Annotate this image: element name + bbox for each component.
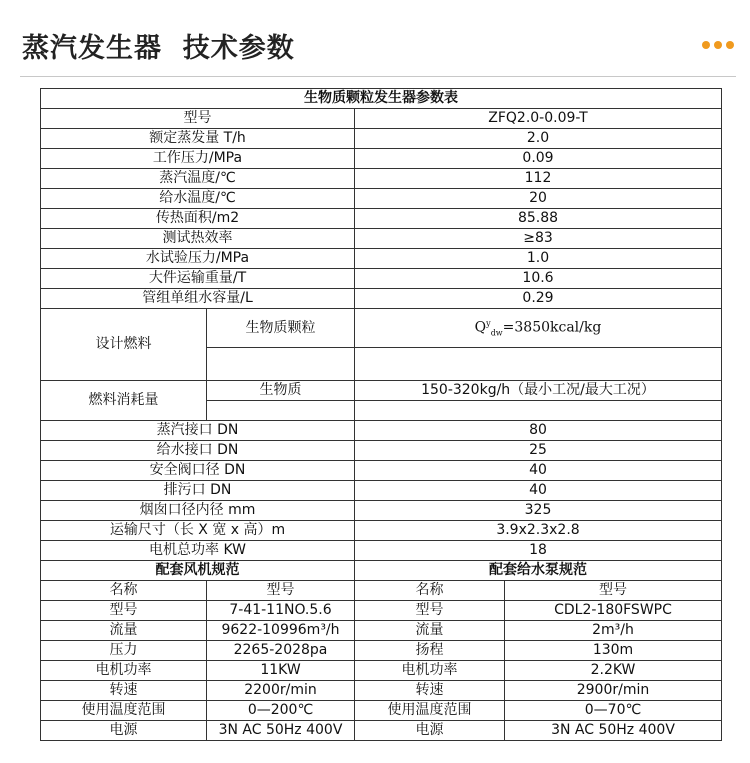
consumption-row [41, 381, 722, 401]
param-label: 安全阀口径 DN [41, 461, 355, 481]
col-model: 型号 [207, 581, 355, 601]
more-dots-icon [702, 41, 734, 49]
param-label: 电机总功率 KW [41, 541, 355, 561]
pump-spec-label: 使用温度范围 [355, 701, 505, 721]
pump-spec-value: 130m [505, 641, 722, 661]
fan-spec-label: 电机功率 [41, 661, 207, 681]
empty-cell [355, 401, 722, 421]
param-value: 85.88 [355, 209, 722, 229]
param-value: 20 [355, 189, 722, 209]
param-value: 1.0 [355, 249, 722, 269]
table-row [41, 109, 722, 129]
spec-row [41, 661, 722, 681]
param-value: 18 [355, 541, 722, 561]
param-label: 蒸汽温度/℃ [41, 169, 355, 189]
table-row [41, 269, 722, 289]
pump-spec-label: 扬程 [355, 641, 505, 661]
table-row [41, 129, 722, 149]
fuel-label: 设计燃料 [41, 309, 207, 381]
table-row [41, 521, 722, 541]
spec-row [41, 621, 722, 641]
fan-spec-value: 7-41-11NO.5.6 [207, 601, 355, 621]
param-label: 额定蒸发量 T/h [41, 129, 355, 149]
table-row [41, 169, 722, 189]
formula-sup: y [486, 318, 491, 328]
consumption-type: 生物质 [207, 381, 355, 401]
table-row [41, 461, 722, 481]
fan-spec-label: 使用温度范围 [41, 701, 207, 721]
table-row [41, 421, 722, 441]
spec-row [41, 601, 722, 621]
table-row [41, 441, 722, 461]
fuel-formula [355, 309, 722, 348]
fan-spec-title: 配套风机规范 [41, 561, 355, 581]
consumption-value: 150-320kg/h（最小工况/最大工况） [355, 381, 722, 401]
pump-spec-value: 2m³/h [505, 621, 722, 641]
table-row [41, 541, 722, 561]
pump-spec-value: 3N AC 50Hz 400V [505, 721, 722, 741]
pump-spec-label: 流量 [355, 621, 505, 641]
fan-spec-value: 2265-2028pa [207, 641, 355, 661]
param-label: 运输尺寸（长 X 宽 x 高）m [41, 521, 355, 541]
pump-spec-value: 0—70℃ [505, 701, 722, 721]
fan-spec-label: 转速 [41, 681, 207, 701]
spec-row [41, 681, 722, 701]
spec-row [41, 701, 722, 721]
pump-spec-title: 配套给水泵规范 [355, 561, 722, 581]
param-label: 型号 [41, 109, 355, 129]
spec-header [41, 581, 722, 601]
param-label: 给水温度/℃ [41, 189, 355, 209]
formula-q: Q [474, 319, 487, 336]
param-value: 3.9x2.3x2.8 [355, 521, 722, 541]
empty-cell [207, 401, 355, 421]
param-label: 管组单组水容量/L [41, 289, 355, 309]
pump-spec-label: 电源 [355, 721, 505, 741]
param-value: 80 [355, 421, 722, 441]
table-row [41, 149, 722, 169]
param-label: 水试验压力/MPa [41, 249, 355, 269]
col-name: 名称 [355, 581, 505, 601]
table-row [41, 481, 722, 501]
param-value: ZFQ2.0-0.09-T [355, 109, 722, 129]
fan-spec-value: 11KW [207, 661, 355, 681]
pump-spec-value: 2.2KW [505, 661, 722, 681]
fan-spec-value: 3N AC 50Hz 400V [207, 721, 355, 741]
col-name: 名称 [41, 581, 207, 601]
table-caption: 生物质颗粒发生器参数表 [41, 89, 722, 109]
param-value: 25 [355, 441, 722, 461]
param-value: 325 [355, 501, 722, 521]
param-value: ≥83 [355, 229, 722, 249]
fan-spec-label: 流量 [41, 621, 207, 641]
table-row [41, 249, 722, 269]
fan-spec-label: 电源 [41, 721, 207, 741]
spec-section-titles [41, 561, 722, 581]
spec-row [41, 641, 722, 661]
spec-table [40, 88, 722, 741]
table-row [41, 189, 722, 209]
fan-spec-value: 9622-10996m³/h [207, 621, 355, 641]
pump-spec-label: 转速 [355, 681, 505, 701]
formula-rest: =3850kcal/kg [502, 319, 602, 336]
fan-spec-value: 2200r/min [207, 681, 355, 701]
pump-spec-label: 型号 [355, 601, 505, 621]
param-label: 工作压力/MPa [41, 149, 355, 169]
param-label: 排污口 DN [41, 481, 355, 501]
param-label: 给水接口 DN [41, 441, 355, 461]
empty-cell [207, 348, 355, 381]
param-label: 传热面积/m2 [41, 209, 355, 229]
fuel-type: 生物质颗粒 [207, 309, 355, 348]
empty-cell [355, 348, 722, 381]
table-row [41, 209, 722, 229]
formula-sub: dw [490, 328, 503, 338]
param-value: 2.0 [355, 129, 722, 149]
table-row [41, 229, 722, 249]
param-value: 0.29 [355, 289, 722, 309]
param-label: 蒸汽接口 DN [41, 421, 355, 441]
page-title: 蒸汽发生器 技术参数 [22, 33, 295, 64]
param-value: 40 [355, 481, 722, 501]
pump-spec-value: CDL2-180FSWPC [505, 601, 722, 621]
table-row [41, 501, 722, 521]
param-label: 烟囱口径内径 mm [41, 501, 355, 521]
fan-spec-value: 0—200℃ [207, 701, 355, 721]
param-label: 大件运输重量/T [41, 269, 355, 289]
table-row [41, 289, 722, 309]
header-divider [20, 76, 736, 77]
fan-spec-label: 型号 [41, 601, 207, 621]
fuel-row [41, 309, 722, 348]
pump-spec-value: 2900r/min [505, 681, 722, 701]
pump-spec-label: 电机功率 [355, 661, 505, 681]
param-value: 112 [355, 169, 722, 189]
col-model: 型号 [505, 581, 722, 601]
param-value: 40 [355, 461, 722, 481]
param-label: 测试热效率 [41, 229, 355, 249]
consumption-label: 燃料消耗量 [41, 381, 207, 421]
param-value: 10.6 [355, 269, 722, 289]
param-value: 0.09 [355, 149, 722, 169]
spec-row [41, 721, 722, 741]
fan-spec-label: 压力 [41, 641, 207, 661]
